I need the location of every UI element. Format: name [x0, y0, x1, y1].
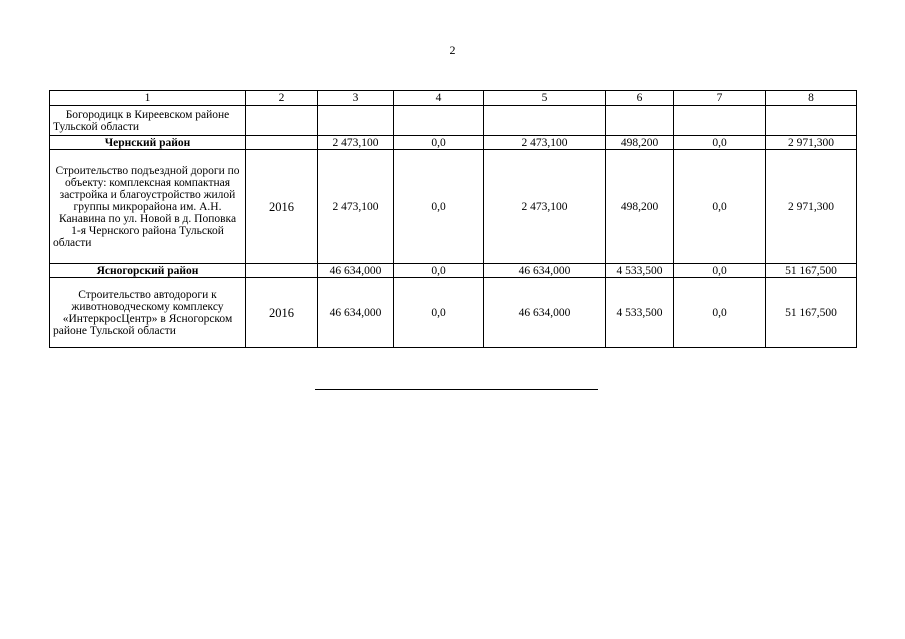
value-cell: 0,0 — [394, 278, 484, 348]
project-name-cell: Строительство подъездной дороги по объекту: комплексная компактная застройка и благоустройство жилой группы микрорайона им. А.Н. Канавина по ул. Новой в д. Поповка 1-я Чернского района Тульской области — [50, 150, 246, 264]
table-row-district — [50, 136, 857, 150]
value-cell: 2 473,100 — [484, 150, 606, 264]
value-cell — [318, 106, 394, 136]
value-cell — [674, 106, 766, 136]
value-cell — [766, 106, 857, 136]
value-cell: 0,0 — [394, 150, 484, 264]
table-row-project — [50, 150, 857, 264]
value-cell: 2 971,300 — [766, 136, 857, 150]
column-header: 4 — [394, 91, 484, 106]
column-header-row — [50, 91, 857, 106]
year-cell — [246, 106, 318, 136]
value-cell: 2 971,300 — [766, 150, 857, 264]
value-cell: 498,200 — [606, 136, 674, 150]
table-row-district — [50, 264, 857, 278]
value-cell: 498,200 — [606, 150, 674, 264]
value-cell: 4 533,500 — [606, 264, 674, 278]
year-cell — [246, 136, 318, 150]
column-header: 6 — [606, 91, 674, 106]
value-cell: 4 533,500 — [606, 278, 674, 348]
value-cell: 0,0 — [394, 136, 484, 150]
year-cell — [246, 264, 318, 278]
column-header: 7 — [674, 91, 766, 106]
year-cell: 2016 — [246, 150, 318, 264]
value-cell: 2 473,100 — [484, 136, 606, 150]
table-row-continuation — [50, 106, 857, 136]
value-cell: 46 634,000 — [318, 278, 394, 348]
column-header: 8 — [766, 91, 857, 106]
value-cell: 0,0 — [674, 264, 766, 278]
value-cell — [394, 106, 484, 136]
column-header: 3 — [318, 91, 394, 106]
value-cell: 0,0 — [674, 278, 766, 348]
value-cell — [606, 106, 674, 136]
page-number: 2 — [449, 43, 456, 57]
column-header: 1 — [50, 91, 246, 106]
value-cell: 51 167,500 — [766, 278, 857, 348]
column-header: 2 — [246, 91, 318, 106]
column-header: 5 — [484, 91, 606, 106]
value-cell: 2 473,100 — [318, 136, 394, 150]
table-row-project — [50, 278, 857, 348]
project-name-cell: Строительство автодороги к животноводческому комплексу «ИнтеркросЦентр» в Ясногорском районе Тульской области — [50, 278, 246, 348]
value-cell: 46 634,000 — [484, 264, 606, 278]
value-cell: 46 634,000 — [484, 278, 606, 348]
district-name-cell: Чернский район — [50, 136, 246, 150]
value-cell — [484, 106, 606, 136]
value-cell: 0,0 — [394, 264, 484, 278]
project-name-cell: Богородицк в Киреевском районе Тульской области — [50, 106, 246, 136]
value-cell: 46 634,000 — [318, 264, 394, 278]
budget-table — [49, 90, 857, 348]
value-cell: 0,0 — [674, 150, 766, 264]
value-cell: 2 473,100 — [318, 150, 394, 264]
value-cell: 0,0 — [674, 136, 766, 150]
footer-separator-line — [315, 389, 598, 390]
district-name-cell: Ясногорский район — [50, 264, 246, 278]
value-cell: 51 167,500 — [766, 264, 857, 278]
year-cell: 2016 — [246, 278, 318, 348]
